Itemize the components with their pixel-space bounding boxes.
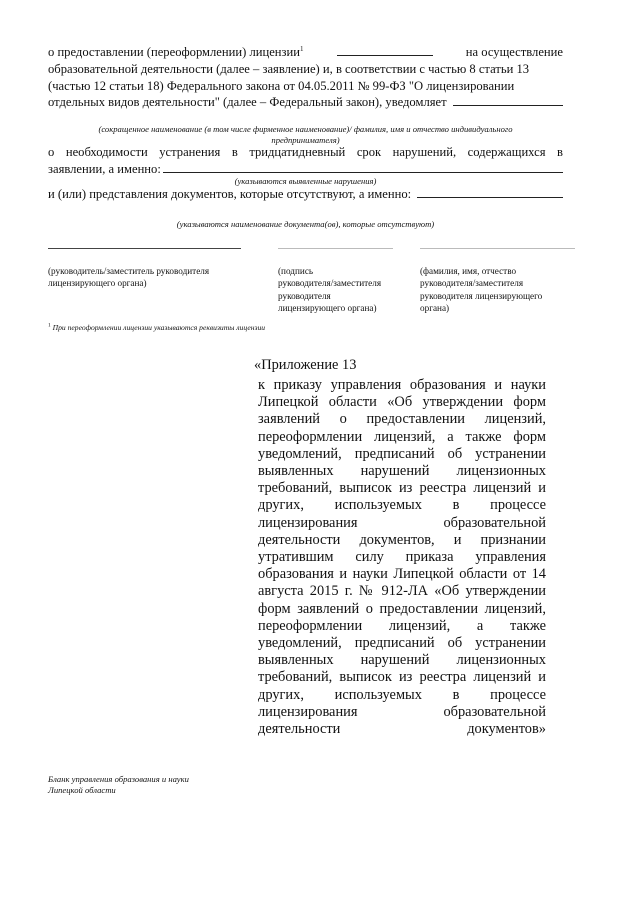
para1-text-start: о предоставлении (переоформлении) лицензии [48, 45, 301, 59]
para1-line4: отдельных видов деятельности" (далее – Федеральный закон), уведомляет [48, 95, 447, 110]
signature-line-fullname[interactable] [420, 248, 575, 249]
signature-label-fullname: (фамилия, имя, отчество руководителя/заместителя руководителя лицензирующего органа) [420, 266, 543, 314]
para1-first-line [48, 44, 563, 61]
violations-blank[interactable] [163, 161, 563, 173]
para1-line3: (частью 12 статьи 18) Федерального закона от 04.05.2011 № 99-ФЗ "О лицензировании [48, 78, 515, 93]
para1-line4-row [48, 94, 563, 111]
signature-line-signature[interactable] [278, 248, 393, 249]
appendix-body: к приказу управления образования и науки Липецкой области «Об утверждении форм заявлений о предоставлении лицензий, переоформлении лицензий, а также форм уведомлений, предписаний об устранении выявленных нарушений лицензионных требований, выписок из реестра лицензий и других, используемых в процессе лицензирования образовательной деятельности документов, и признании утратившим силу приказа управления образования и науки Липецкой области от 14 августа 2015 г. № 912-ЛА «Об утверждении форм заявлений о предоставлении лицензий, переоформлении лицензий, а также уведомлений, предписаний об устранении выявленных нарушений лицензионных требований, выписок из реестра лицензий и других, используемых в процессе лицензирования образовательной деятельности документов» [258, 377, 546, 738]
missing-documents-blank[interactable] [417, 186, 563, 198]
para1-text-end: на осуществление [465, 45, 563, 59]
appendix-title: «Приложение 13 [254, 357, 357, 373]
caption-organization: (сокращенное наименование (в том числе фирменное наименование)/ фамилия, имя и отчество индивидуального предпринимателя) [98, 124, 513, 145]
para3-text: и (или) представления документов, которые отсутствуют, а именно: [48, 187, 412, 201]
footnote-mark: 1 [48, 322, 51, 329]
signature-label-signature: (подпись руководителя/заместителя руководителя лицензирующего органа) [278, 266, 382, 314]
license-details-blank[interactable] [337, 44, 433, 56]
blank-caption: Бланк управления образования и науки Липецкой области [48, 774, 189, 796]
para1-line2: образовательной деятельности (далее – заявление) и, в соответствии с частью 8 статьи 13 [48, 61, 530, 76]
footnote-text: При переоформлении лицензии указываются реквизиты лицензии [52, 323, 266, 332]
caption-violations: (указываются выявленные нарушения) [234, 176, 377, 186]
footnote-ref: 1 [300, 44, 304, 53]
para2-line2: заявлении, а именно: [48, 161, 161, 176]
footnote [48, 323, 265, 333]
signature-line-position[interactable] [48, 248, 241, 249]
notice-para2 [48, 144, 563, 178]
caption-missing-documents: (указываются наименование документа(ов), которые отсутствуют) [176, 219, 435, 229]
signature-label-position: (руководитель/заместитель руководителя лицензирующего органа) [48, 266, 210, 289]
organization-name-blank[interactable] [453, 94, 563, 106]
notice-para1 [48, 44, 563, 111]
notice-para3 [48, 186, 563, 203]
para2-line1: о необходимости устранения в тридцатидневный срок нарушений, содержащихся в [48, 145, 563, 159]
